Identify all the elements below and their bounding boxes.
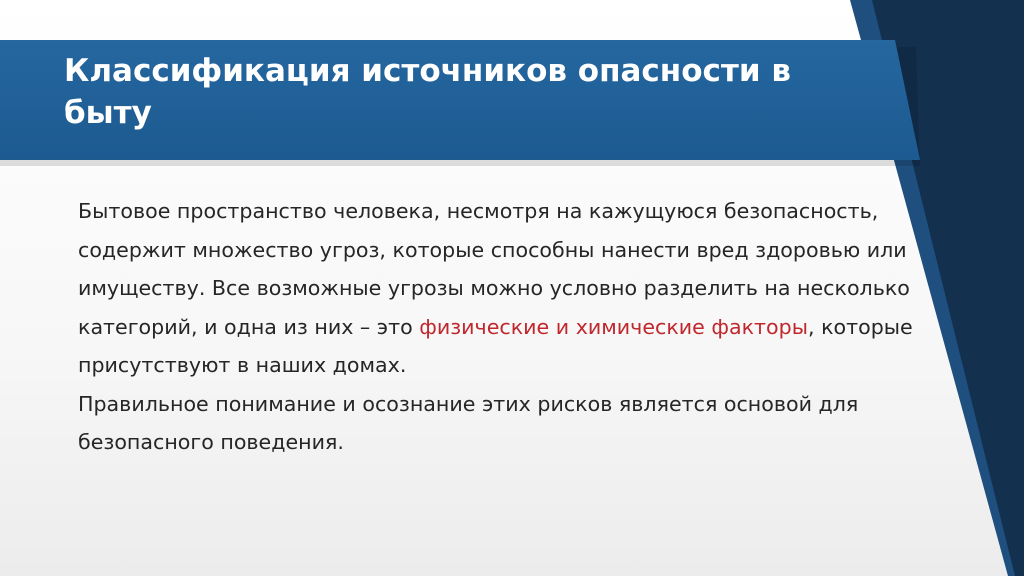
body-paragraph-1 [78,192,948,385]
highlighted-phrase: физические и химические факторы [419,314,808,339]
paragraph-1-text: Бытовое пространство человека, несмотря на кажущуюся безопасность, содержит множество угроз, которые способны нанести вред здоровью или имуществу. Все возможные угрозы можно условно разделить на несколько категорий, и одна из них – это [78,199,910,339]
slide-title: Классификация источников опасности в быту [64,53,792,131]
slide-body [78,192,948,462]
body-paragraph-2: Правильное понимание и осознание этих рисков является основой для безопасного поведения. [78,391,859,454]
paragraph-1-continuation: , которые присутствуют в наших домах. [78,314,913,377]
title-bar [0,40,920,160]
